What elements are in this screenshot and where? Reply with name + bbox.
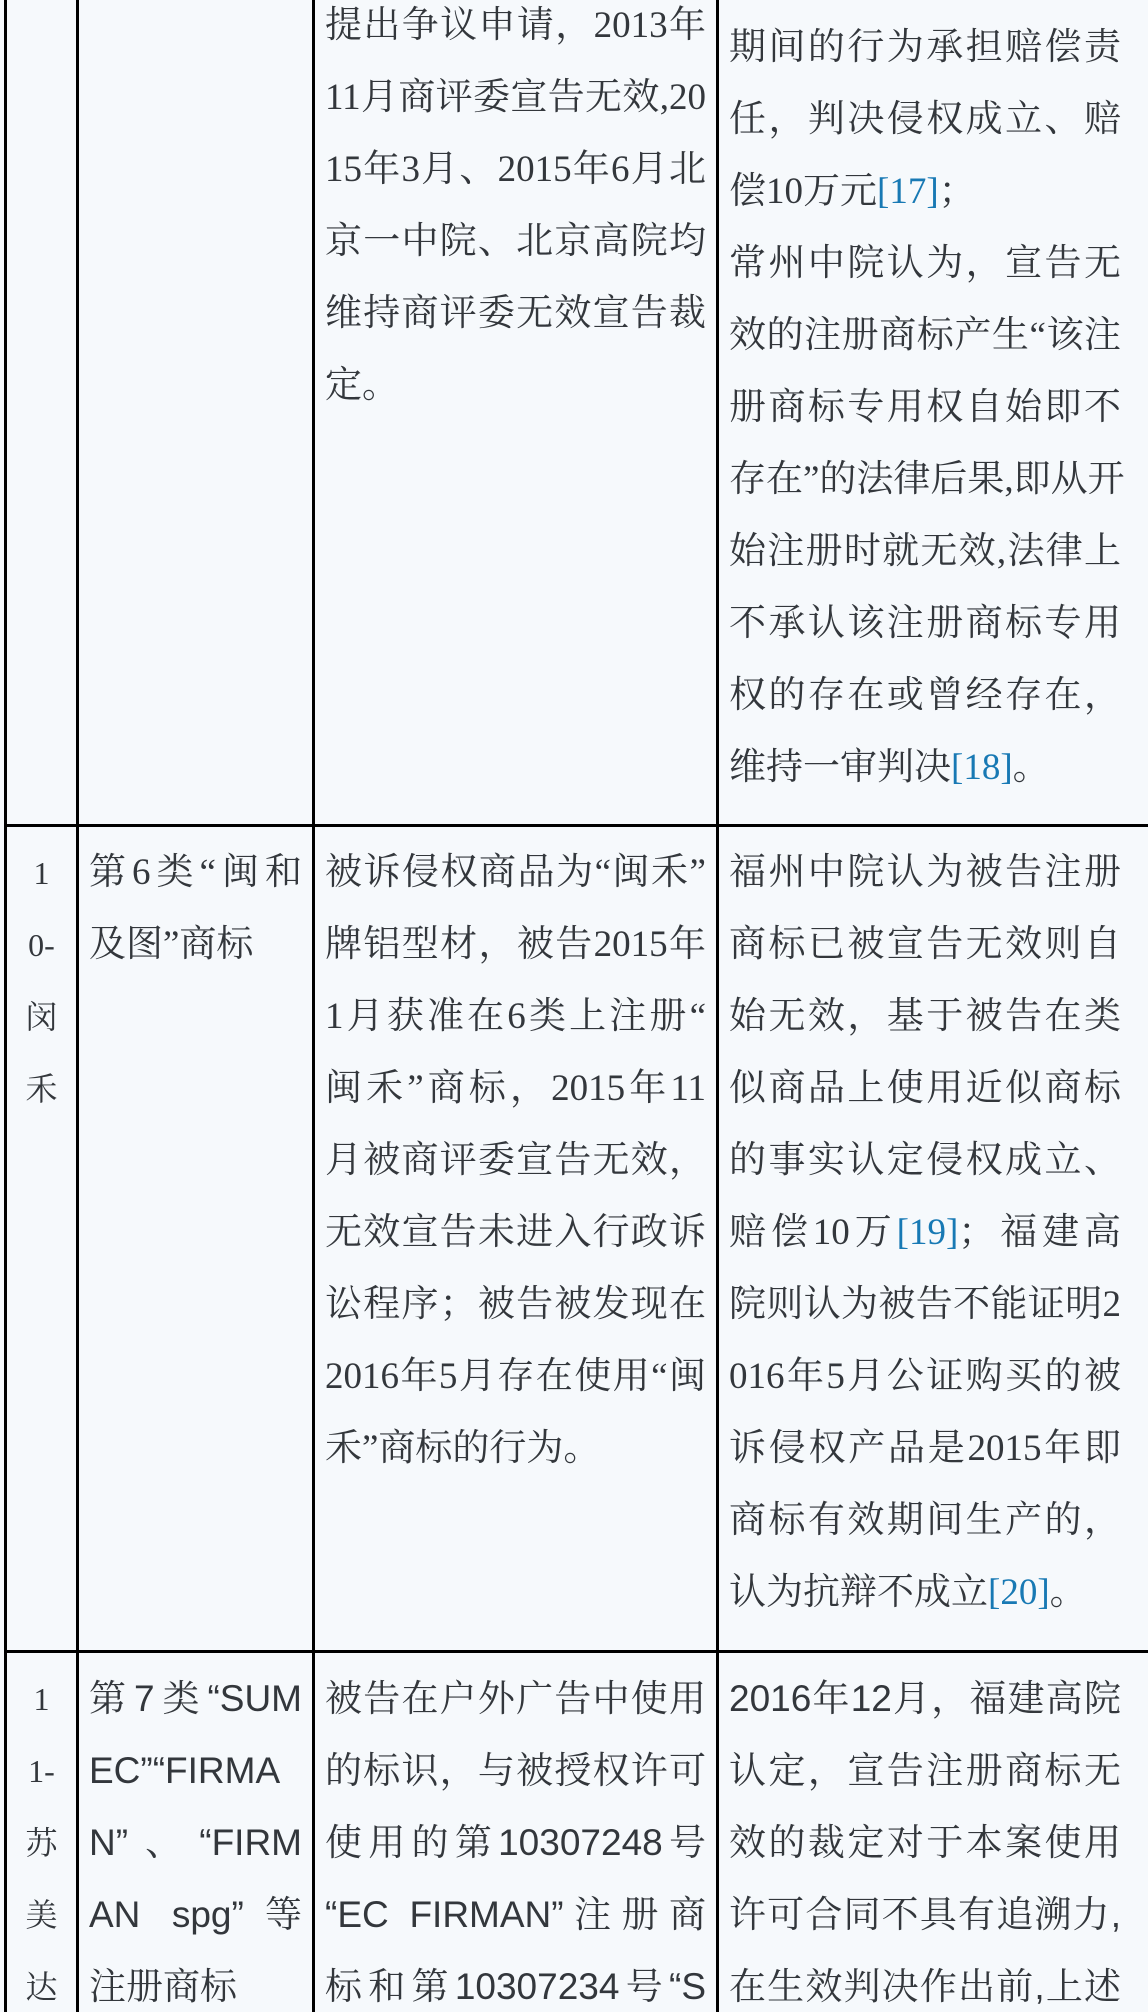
text-span: 15年3月、2015年6月北 [325,149,706,190]
text-span: 1- [28,1753,55,1789]
text-line [325,1951,706,2012]
text-span: 禾”商标的行为。 [325,1428,601,1469]
text-span: 第6类“闽和 [89,852,302,893]
text-span: 京一中院、北京高院均 [325,221,706,262]
text-span: 美 [25,1897,58,1933]
text-line [11,1951,72,2012]
text-line [325,1269,706,1341]
text-span: 始无效，基于被告在类 [729,996,1121,1037]
text-span: 禾 [25,1071,58,1107]
text-line [11,1663,72,1735]
text-span: 存在”的法律后果,即从开 [729,459,1125,500]
text-span: 第7类“SUM [89,1678,302,1719]
text-line [11,1879,72,1951]
text-line [89,1879,302,1951]
text-line [325,909,706,981]
text-span: 效的注册商标产生“该注 [729,315,1121,356]
text-line [89,909,302,981]
text-span: 1 [33,855,50,891]
text-span: 册商标专用权自始即不 [729,387,1121,428]
text-line [325,1197,706,1269]
text-line [325,981,706,1053]
text-span: 始注册时就无效,法律上 [729,531,1121,572]
text-span: 闽禾”商标，2015年11 [325,1068,706,1109]
text-line [729,1053,1121,1125]
cell-trademark [79,827,315,1650]
text-span: 无效宣告未进入行政诉 [325,1212,706,1253]
cell-facts [315,1653,719,2012]
ref-link[interactable]: [20] [988,1572,1050,1613]
text-line [325,1879,706,1951]
text-line [729,1269,1121,1341]
cell-case-id [7,1653,79,2012]
text-span: 。 [1049,1572,1087,1613]
text-span: 认定，宣告注册商标无 [729,1750,1121,1791]
text-line [729,1663,1121,1735]
text-line [11,837,72,909]
text-line [729,372,1121,444]
text-span: 效的裁定对于本案使用 [729,1822,1121,1863]
text-span: 定。 [325,365,399,406]
text-line [729,732,1121,804]
text-line [89,837,302,909]
ref-link[interactable]: [17] [877,171,939,212]
cell-ruling [719,0,1148,824]
ref-link[interactable]: [19] [896,1212,959,1253]
text-span: “EC FIRMAN”注册商 [325,1894,706,1935]
text-span: 2016年5月存在使用“闽 [325,1356,706,1397]
text-span: 常州中院认为，宣告无 [729,243,1121,284]
text-span: 期间的行为承担赔偿责 [729,27,1121,68]
text-line [729,837,1121,909]
text-line [729,228,1121,300]
text-span: 商标已被宣告无效则自 [729,924,1121,965]
text-span: 赔偿10万 [729,1212,897,1253]
text-span: EC”“FIRMA [89,1750,281,1791]
text-span: 及图”商标 [89,924,254,965]
text-span: 11月商评委宣告无效,20 [325,77,706,118]
text-span: N”、“FIRM [89,1822,302,1863]
text-span: 牌铝型材，被告2015年 [325,924,706,965]
cell-ruling [719,827,1148,1650]
cell-text-block [729,12,1125,804]
text-span: 诉侵权产品是2015年即 [729,1428,1121,1469]
text-line [325,0,706,62]
text-line [11,981,72,1053]
cell-case-id [7,827,79,1650]
table-row-9 [7,0,1148,827]
text-span: 注册商标 [89,1966,237,2007]
text-span: 2016年12月，福建高院 [729,1678,1121,1719]
text-line [729,1735,1121,1807]
text-line [729,12,1121,84]
text-line [729,156,1121,228]
cell-trademark [79,1653,315,2012]
text-span: 闵 [25,999,58,1035]
text-span: 达 [25,1969,58,2005]
text-line [729,1197,1121,1269]
text-span: 讼程序；被告被发现在 [325,1284,706,1325]
text-span: 在生效判决作出前,上述 [729,1966,1121,2007]
text-line [729,1125,1121,1197]
text-line [729,516,1121,588]
text-line [325,1341,706,1413]
text-span: 提出争议申请，2013年 [325,5,706,46]
text-line [729,660,1121,732]
text-span: 任，判决侵权成立、赔 [729,99,1121,140]
cell-text-block [325,0,706,422]
text-span: ； [938,171,976,212]
text-line [89,1735,302,1807]
text-line [729,1341,1121,1413]
text-line [729,1807,1121,1879]
cell-facts [315,0,719,824]
text-line [729,588,1121,660]
text-line [11,909,72,981]
text-line [11,1735,72,1807]
text-span: 认为抗辩不成立 [729,1572,988,1613]
text-line [325,1413,706,1485]
text-line [325,62,706,134]
text-line [729,1557,1121,1629]
text-span: 似商品上使用近似商标 [729,1068,1121,1109]
text-span: 。 [1012,747,1050,788]
text-line [89,1807,302,1879]
text-line [325,278,706,350]
text-span: 权的存在或曾经存在， [729,675,1121,716]
text-span: 1月获准在6类上注册“ [325,996,706,1037]
text-span: 不承认该注册商标专用 [729,603,1121,644]
text-line [11,1807,72,1879]
text-line [89,1663,302,1735]
text-span: 福州中院认为被告注册 [729,852,1121,893]
cell-trademark [79,0,315,824]
text-span: 标和第10307234号“S [325,1966,706,2007]
text-span: 许可合同不具有追溯力, [729,1894,1121,1935]
text-span: 的事实认定侵权成立、 [729,1140,1121,1181]
text-line [729,1485,1121,1557]
case-table [4,0,1148,2012]
text-line [325,837,706,909]
text-line [325,350,706,422]
text-line [729,1413,1121,1485]
text-span: 院则认为被告不能证明2 [729,1284,1121,1325]
text-line [729,1879,1121,1951]
text-span: 偿10万元 [729,171,877,212]
text-span: 被诉侵权商品为“闽禾” [325,852,706,893]
text-span: 维持商评委无效宣告裁 [325,293,706,334]
text-span: 被告在户外广告中使用 [325,1678,706,1719]
text-line [325,1807,706,1879]
text-span: AN spg”等 [89,1894,302,1935]
text-span: 月被商评委宣告无效， [325,1140,706,1181]
text-line [729,444,1125,516]
cell-facts [315,827,719,1650]
cell-ruling [719,1653,1148,2012]
table-row-11-sumec [7,1653,1148,2012]
text-line [729,1951,1121,2012]
text-line [729,300,1121,372]
text-span: 维持一审判决 [729,747,951,788]
text-line [325,1663,706,1735]
text-span: 016年5月公证购买的被 [729,1356,1121,1397]
text-line [325,1125,706,1197]
cell-case-id [7,0,79,824]
text-line [729,981,1121,1053]
text-span: 的标识，与被授权许可 [325,1750,706,1791]
text-line [89,1951,302,2012]
text-span: 1 [33,1681,50,1717]
text-span: 使用的第10307248号 [325,1822,706,1863]
table-row-10-minhe [7,827,1148,1653]
text-span: ；福建高 [958,1212,1121,1253]
text-span: 0- [28,927,55,963]
text-line [325,1053,706,1125]
text-line [729,909,1121,981]
text-line [11,1053,72,1125]
text-line [325,206,706,278]
ref-link[interactable]: [18] [951,747,1013,788]
text-line [729,84,1121,156]
text-span: 商标有效期间生产的， [729,1500,1121,1541]
text-line [325,134,706,206]
text-line [325,1735,706,1807]
text-span: 苏 [25,1825,58,1861]
